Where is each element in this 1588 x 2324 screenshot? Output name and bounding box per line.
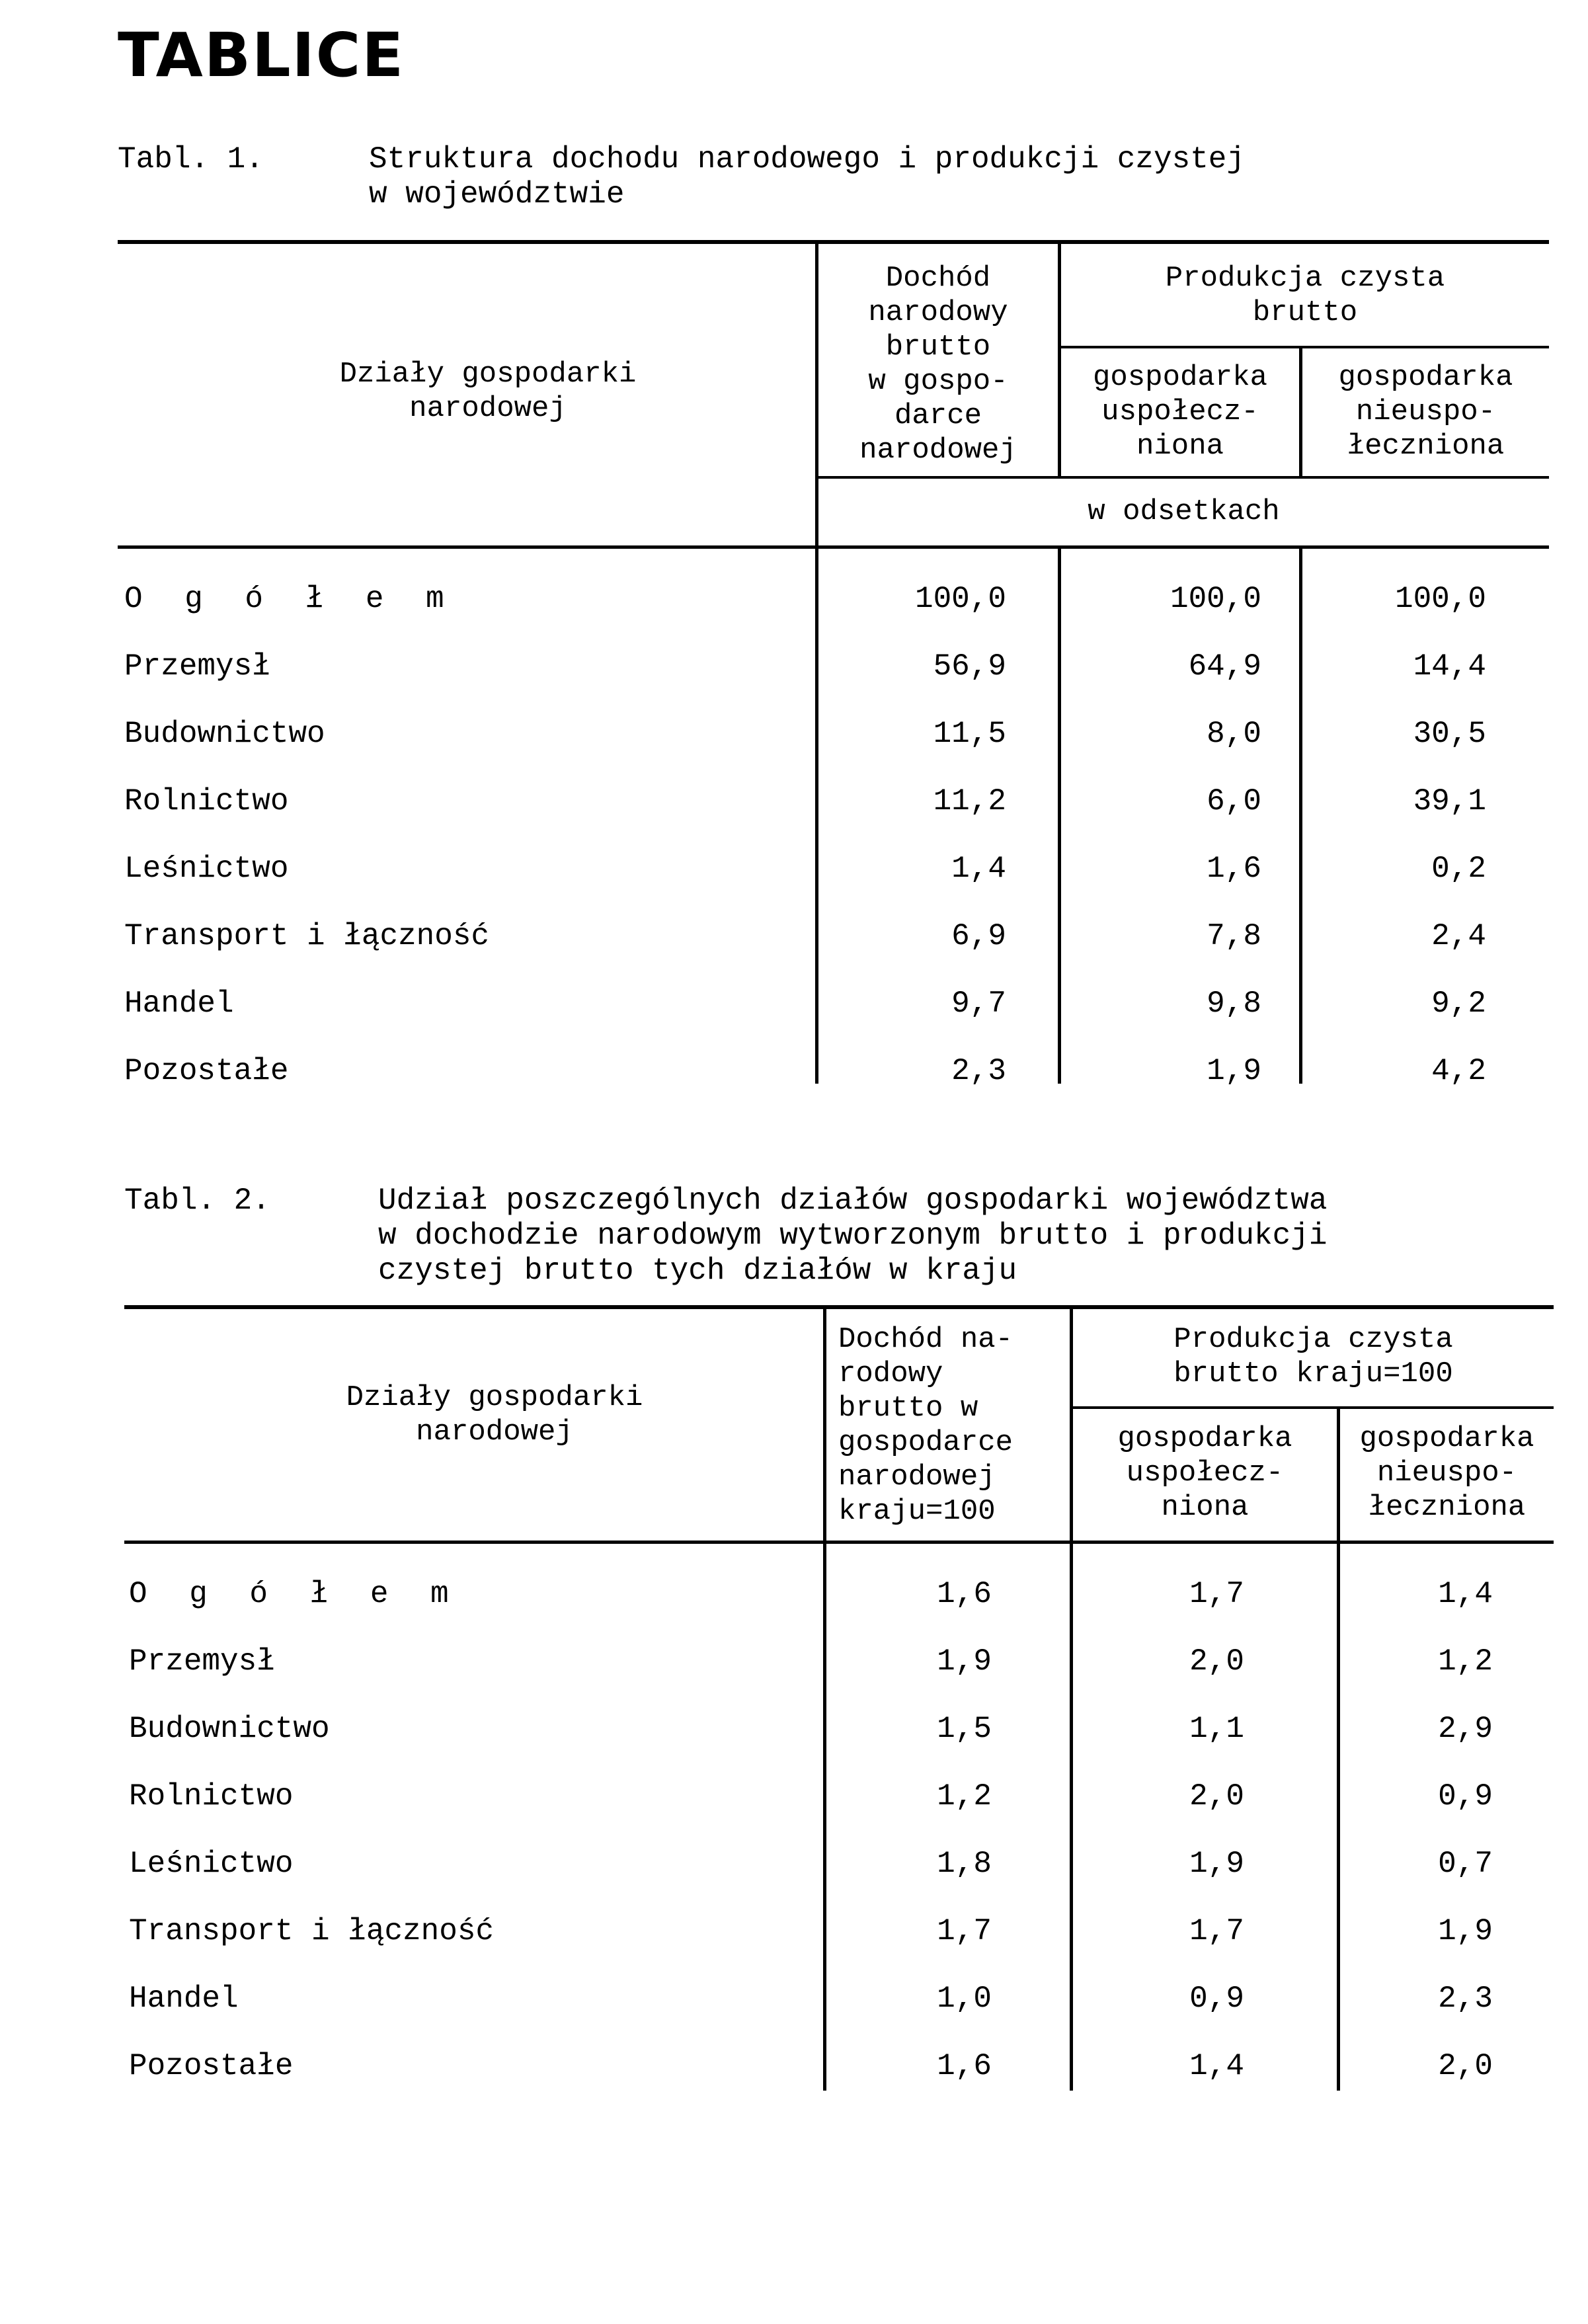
nieuspol-value: 1,2 [1438, 1644, 1493, 1679]
table1-col-divider-2b [1058, 549, 1061, 1084]
nieuspol-value: 1,9 [1438, 1914, 1493, 1948]
uspol-value: 1,1 [1189, 1712, 1244, 1746]
table2-header-dochod: Dochód na- rodowy brutto w gospodarce narodowej kraju=100 [838, 1323, 1013, 1528]
uspol-value: 1,9 [1207, 1054, 1261, 1088]
table1-label: Tabl. 1. [118, 142, 264, 177]
table2-header-nieuspol: gospodarka nieuspo- łeczniona [1359, 1422, 1534, 1524]
table1-header-dochod: Dochód narodowy brutto w gospo- darce narodowej [859, 262, 1017, 467]
row-label: Przemysł [129, 1644, 275, 1679]
dochod-value: 1,2 [937, 1779, 992, 1814]
uspol-value: 7,8 [1207, 919, 1261, 953]
uspol-value: 8,0 [1207, 717, 1261, 751]
nieuspol-value: 2,3 [1438, 1982, 1493, 2016]
page-heading: TABLICE [118, 20, 405, 91]
nieuspol-value: 2,0 [1438, 2049, 1493, 2083]
uspol-value: 1,4 [1189, 2049, 1244, 2083]
table1-col-divider-3b [1299, 549, 1302, 1084]
table2-header-uspol: gospodarka uspołecz- niona [1117, 1422, 1292, 1524]
dochod-value: 2,3 [951, 1054, 1006, 1088]
row-label: Leśnictwo [129, 1847, 294, 1881]
dochod-value: 11,5 [933, 717, 1006, 751]
table1-header-uspol: gospodarka uspołecz- niona [1092, 361, 1268, 463]
row-label: O g ó ł e m [129, 1577, 461, 1611]
dochod-value: 1,0 [937, 1982, 992, 2016]
row-label: Rolnictwo [129, 1779, 294, 1814]
dochod-value: 100,0 [914, 582, 1006, 616]
table1-header-unit: w odsetkach [1088, 495, 1280, 528]
nieuspol-value: 0,7 [1438, 1847, 1493, 1881]
table1-title: Struktura dochodu narodowego i produkcji czystej w województwie [369, 142, 1246, 212]
uspol-value: 1,9 [1189, 1847, 1244, 1881]
row-label: Transport i łączność [129, 1914, 495, 1948]
row-label: Przemysł [124, 649, 270, 684]
row-label: Pozostałe [129, 2049, 294, 2083]
uspol-value: 1,7 [1189, 1577, 1244, 1611]
nieuspol-value: 2,9 [1438, 1712, 1493, 1746]
table1-header-dzialy: Działy gospodarki narodowej [339, 358, 637, 425]
uspol-value: 0,9 [1189, 1982, 1244, 2016]
table1-header-nieuspol: gospodarka nieuspo- łeczniona [1338, 361, 1513, 463]
table2-top-rule [124, 1305, 1554, 1309]
row-label: Rolnictwo [124, 784, 289, 819]
dochod-value: 6,9 [951, 919, 1006, 953]
nieuspol-value: 39,1 [1413, 784, 1486, 819]
uspol-value: 9,8 [1207, 986, 1261, 1021]
uspol-value: 64,9 [1188, 649, 1261, 684]
dochod-value: 1,7 [937, 1914, 992, 1948]
row-label: Handel [124, 986, 234, 1021]
dochod-value: 1,9 [937, 1644, 992, 1679]
uspol-value: 2,0 [1189, 1779, 1244, 1814]
table2-produkcja-rule [1071, 1406, 1554, 1409]
nieuspol-value: 14,4 [1413, 649, 1486, 684]
nieuspol-value: 0,2 [1431, 852, 1486, 886]
nieuspol-value: 1,4 [1438, 1577, 1493, 1611]
nieuspol-value: 2,4 [1431, 919, 1486, 953]
dochod-value: 1,4 [951, 852, 1006, 886]
table1-top-rule [118, 240, 1549, 244]
uspol-value: 2,0 [1189, 1644, 1244, 1679]
row-label: Budownictwo [124, 717, 325, 751]
dochod-value: 1,5 [937, 1712, 992, 1746]
table1-header-produkcja: Produkcja czysta brutto [1165, 262, 1445, 329]
row-label: Budownictwo [129, 1712, 330, 1746]
table2-title: Udział poszczególnych działów gospodarki województwa w dochodzie narodowym wytworzonym brutto i produkcji czystej brutto tych działów w kraju [378, 1183, 1328, 1288]
table1-produkcja-rule [1059, 346, 1549, 348]
dochod-value: 9,7 [951, 986, 1006, 1021]
table1-header-rule [118, 545, 1549, 549]
dochod-value: 1,6 [937, 1577, 992, 1611]
row-label: Transport i łączność [124, 919, 490, 953]
nieuspol-value: 9,2 [1431, 986, 1486, 1021]
table2-header-produkcja: Produkcja czysta brutto kraju=100 [1173, 1323, 1453, 1390]
nieuspol-value: 0,9 [1438, 1779, 1493, 1814]
dochod-value: 11,2 [933, 784, 1006, 819]
row-label: Handel [129, 1982, 239, 2016]
table2-header-dzialy: Działy gospodarki narodowej [346, 1381, 643, 1449]
uspol-value: 100,0 [1170, 582, 1261, 616]
table1-subheader-rule [816, 476, 1549, 479]
nieuspol-value: 100,0 [1394, 582, 1486, 616]
dochod-value: 56,9 [933, 649, 1006, 684]
table2-label: Tabl. 2. [124, 1183, 270, 1218]
nieuspol-value: 4,2 [1431, 1054, 1486, 1088]
dochod-value: 1,6 [937, 2049, 992, 2083]
dochod-value: 1,8 [937, 1847, 992, 1881]
uspol-value: 1,7 [1189, 1914, 1244, 1948]
row-label: Leśnictwo [124, 852, 289, 886]
nieuspol-value: 30,5 [1413, 717, 1486, 751]
row-label: Pozostałe [124, 1054, 289, 1088]
uspol-value: 1,6 [1207, 852, 1261, 886]
row-label: O g ó ł e m [124, 582, 456, 616]
uspol-value: 6,0 [1207, 784, 1261, 819]
